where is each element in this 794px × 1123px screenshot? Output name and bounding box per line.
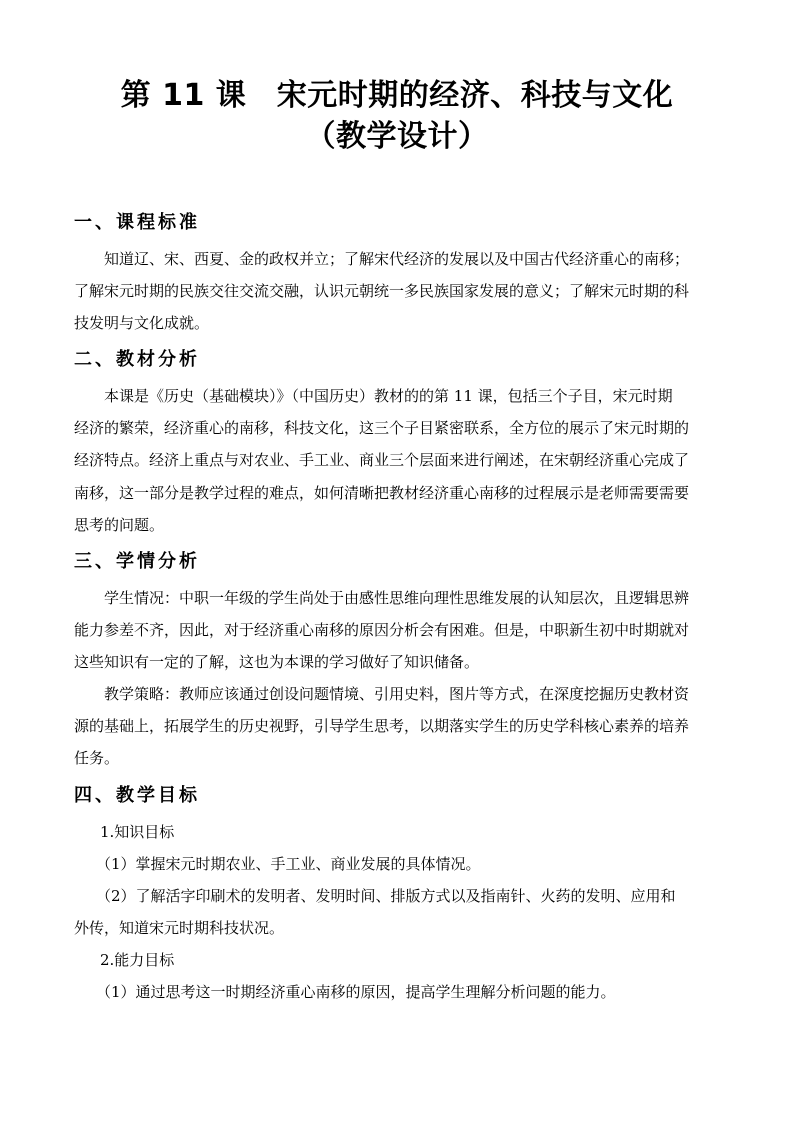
document-title: 第 11 课 宋元时期的经济、科技与文化 [120,78,674,113]
objective-item: （2）了解活字印刷术的发明者、发明时间、排版方式以及指南针、火药的发明、应用和 [96,887,676,905]
paragraph-line: 能力参差不齐，因此，对于经济重心南移的原因分析会有困难。但是，中职新生初中时期就对 [74,621,690,639]
paragraph-line: 这些知识有一定的了解，这也为本课的学习做好了知识储备。 [74,653,480,671]
paragraph-line: 本课是《历史（基础模块）》（中国历史）教材的的第 11 课，包括三个子目，宋元时期 [104,387,673,405]
paragraph-line: 经济的繁荣，经济重心的南移，科技文化，这三个子目紧密联系，全方位的展示了宋元时期的 [74,419,690,437]
paragraph-line: 思考的问题。 [74,516,165,534]
paragraph-line: 了解宋元时期的民族交往交流交融，认识元朝统一多民族国家发展的意义；了解宋元时期的科 [74,282,690,300]
objective-subheading: 1.知识目标 [100,823,175,841]
objective-item: （1）通过思考这一时期经济重心南移的原因，提高学生理解分析问题的能力。 [96,983,616,1001]
objective-subheading: 2.能力目标 [100,951,175,969]
paragraph-line: 南移，这一部分是教学过程的难点，如何清晰把教材经济重心南移的过程展示是老师需要需要 [74,484,690,502]
section-heading-student-analysis: 三、学情分析 [74,551,200,572]
paragraph-line: 教学策略：教师应该通过创设问题情境、引用史料，图片等方式，在深度挖掘历史教材资 [104,685,690,703]
paragraph-line: 知道辽、宋、西夏、金的政权并立；了解宋代经济的发展以及中国古代经济重心的南移； [104,250,690,268]
objective-item-continued: 外传，知道宋元时期科技状况。 [74,919,285,937]
paragraph-line: 经济特点。经济上重点与对农业、手工业、商业三个层面来进行阐述，在宋朝经济重心完成了 [74,451,690,469]
section-heading-textbook-analysis: 二、教材分析 [74,349,200,370]
paragraph-line: 源的基础上，拓展学生的历史视野，引导学生思考，以期落实学生的历史学科核心素养的培养 [74,717,690,735]
section-heading-curriculum-standard: 一、课程标准 [74,212,200,233]
objective-item: （1）掌握宋元时期农业、手工业、商业发展的具体情况。 [96,855,481,873]
paragraph-line: 技发明与文化成就。 [74,314,210,332]
document-subtitle: （教学设计） [305,119,489,154]
paragraph-line: 任务。 [74,749,120,767]
section-heading-teaching-objectives: 四、教学目标 [74,785,200,806]
paragraph-line: 学生情况：中职一年级的学生尚处于由感性思维向理性思维发展的认知层次，且逻辑思辨 [104,589,690,607]
